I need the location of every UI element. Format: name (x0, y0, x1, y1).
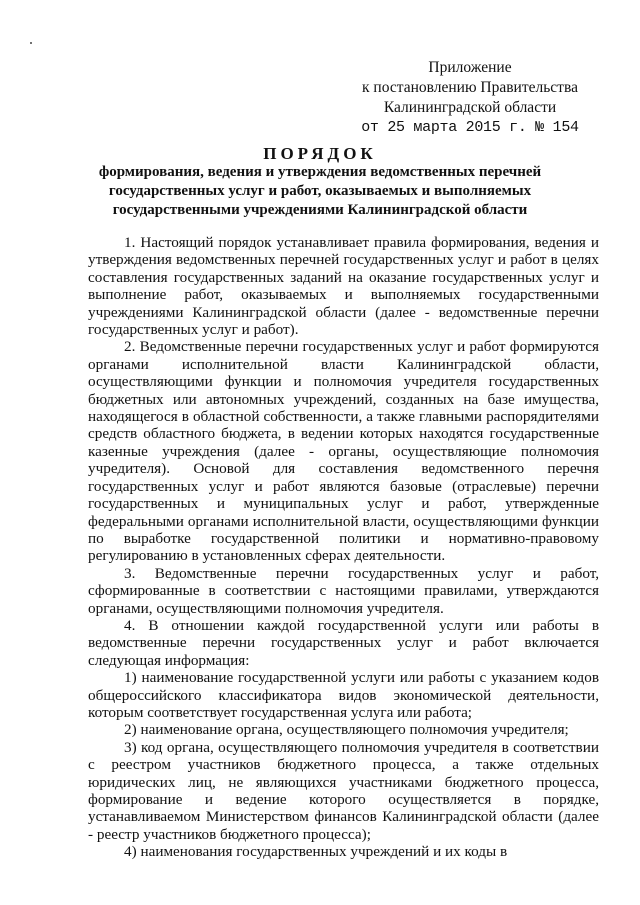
paragraph-4: 4. В отношении каждой государственной услуги или работы в ведомственные перечни государственных услуг и работ включается следующая информация: (88, 616, 599, 669)
paragraph-2: 2. Ведомственные перечни государственных услуг и работ формируются органами исполнительной власти Калининградской области, осуществляющими функции и полномочия учредителя государственных бюджетных или автономных учреждений, созданных на базе имущества, находящегося в областной собственности, а также главными распорядителями средств областного бюджета, в ведении которых находятся государственные казенные учреждения (далее - органы, осуществляющие полномочия учредителя). Основой для составления ведомственного перечня государственных услуг и работ являются базовые (отраслевые) перечни государственных и муниципальных услуг и работ, утвержденные федеральными органами исполнительной власти, осуществляющими функции по выработке государственной политики и нормативно-правовому регулированию в установленных сферах деятельности. (88, 338, 599, 565)
list-item-4: 4) наименования государственных учреждений и их коды в (124, 843, 508, 861)
document-body (88, 234, 599, 861)
list-item-3: 3) код органа, осуществляющего полномочия учредителя в соответствии с реестром участников бюджетного процесса, а также отдельных юридических лиц, не являющихся участниками бюджетного процесса, формирование и ведение которого осуществляется в порядке, устанавливаемом Министерством финансов Калининградской области (далее - реестр участников бюджетного процесса); (88, 738, 599, 843)
document-title: ПОРЯДОК (263, 144, 377, 163)
resolution-reference: к постановлению Правительства (362, 79, 578, 96)
list-item-1: 1) наименование государственной услуги или работы с указанием кодов общероссийского классификатора видов экономической деятельности, которым соответствует государственная услуга или работа; (88, 669, 599, 721)
resolution-date-number: от 25 марта 2015 г. № 154 (361, 119, 579, 136)
region-name: Калининградской области (383, 99, 557, 116)
appendix-label: Приложение (428, 59, 512, 76)
list-item-2: 2) наименование органа, осуществляющего полномочия учредителя; (124, 721, 569, 739)
paragraph-3: 3. Ведомственные перечни государственных услуг и работ, сформированные в соответствии с настоящими правилами, утверждаются органами, осуществляющими полномочия учредителя. (88, 564, 599, 617)
scan-speck (30, 42, 32, 44)
appendix-header (330, 58, 610, 138)
document-subtitle: формирования, ведения и утверждения ведомственных перечней государственных услуг и работ, оказываемых и выполняемых государственными учреждениями Калининградской области (98, 164, 542, 218)
paragraph-1: 1. Настоящий порядок устанавливает правила формирования, ведения и утверждения ведомственных перечней государственных услуг и работ в целях составления государственных заданий на оказание государственных услуг и выполнение работ, оказываемых и выполняемых государственными учреждениями Калининградской области (далее - ведомственные перечни государственных услуг и работ). (88, 234, 599, 339)
